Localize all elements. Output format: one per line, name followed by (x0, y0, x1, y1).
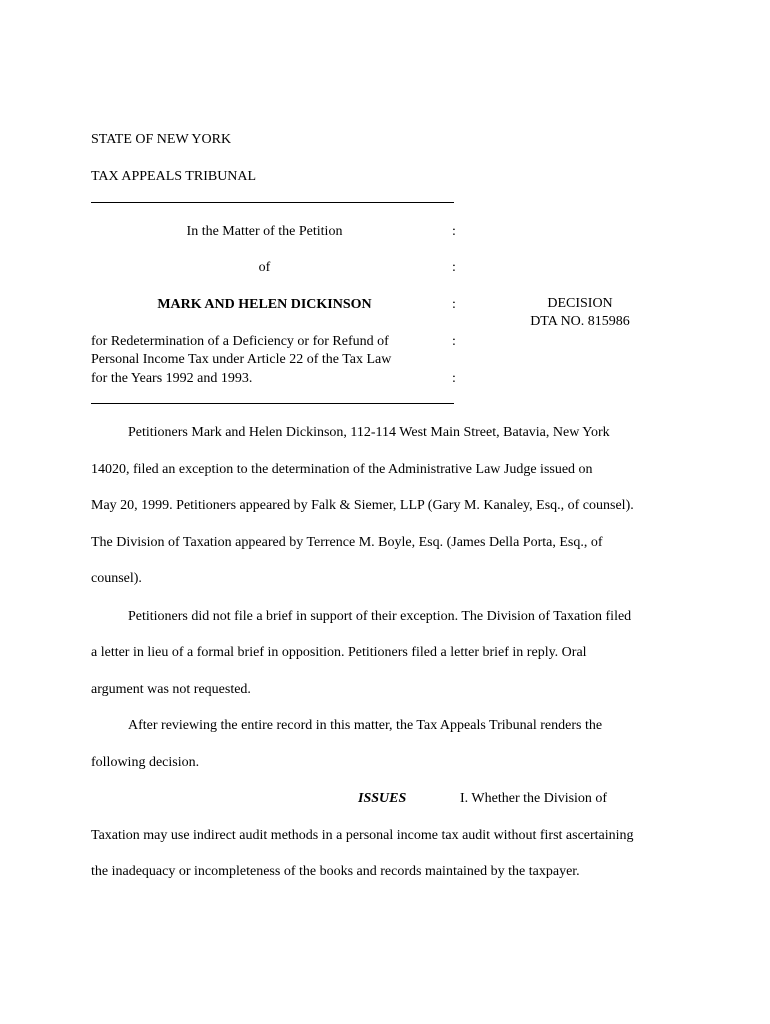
para3-line-2: following decision. (91, 755, 200, 770)
issues-heading: ISSUES (358, 791, 407, 806)
para2-line-3: argument was not requested. (91, 682, 251, 697)
caption-bottom-rule (91, 403, 454, 404)
para2-line-1: Petitioners did not file a brief in support of their exception. The Division of Taxation filed (128, 609, 632, 624)
caption-colon-5: : (452, 371, 456, 386)
para2-line-2: a letter in lieu of a formal brief in opposition. Petitioners filed a letter brief in reply. Oral (91, 645, 587, 660)
para3-line-1: After reviewing the entire record in this matter, the Tax Appeals Tribunal renders the (128, 718, 603, 733)
issue1-start: I. Whether the Division of (460, 791, 608, 806)
petition-line-2: Personal Income Tax under Article 22 of the Tax Law (91, 352, 392, 367)
caption-top-rule (91, 202, 454, 203)
tribunal-heading: TAX APPEALS TRIBUNAL (91, 169, 257, 184)
caption-colon-2: : (452, 260, 456, 275)
para1-line-4: The Division of Taxation appeared by Terrence M. Boyle, Esq. (James Della Porta, Esq., of (91, 535, 603, 550)
caption-colon-4: : (452, 334, 456, 349)
para1-line-1: Petitioners Mark and Helen Dickinson, 112-114 West Main Street, Batavia, New York (128, 425, 610, 440)
matter-line: In the Matter of the Petition (186, 224, 343, 239)
petition-line-1: for Redetermination of a Deficiency or for Refund of (91, 334, 389, 349)
decision-block (500, 295, 660, 331)
para1-line-2: 14020, filed an exception to the determination of the Administrative Law Judge issued on (91, 462, 593, 477)
caption-colon-3: : (452, 297, 456, 312)
decision-number: DTA NO. 815986 (530, 314, 630, 329)
petition-line-3: for the Years 1992 and 1993. (91, 371, 253, 386)
issue1-line-2: the inadequacy or incompleteness of the books and records maintained by the taxpayer. (91, 864, 580, 879)
decision-label: DECISION (547, 296, 613, 311)
of-line: of (258, 260, 271, 275)
para1-line-3: May 20, 1999. Petitioners appeared by Falk & Siemer, LLP (Gary M. Kanaley, Esq., of counsel). (91, 498, 634, 513)
caption-colon-1: : (452, 224, 456, 239)
petitioners-name: MARK AND HELEN DICKINSON (157, 297, 372, 312)
state-heading: STATE OF NEW YORK (91, 132, 232, 147)
issue1-line-1: Taxation may use indirect audit methods in a personal income tax audit without first ascertaining (91, 828, 634, 843)
para1-line-5: counsel). (91, 571, 142, 586)
